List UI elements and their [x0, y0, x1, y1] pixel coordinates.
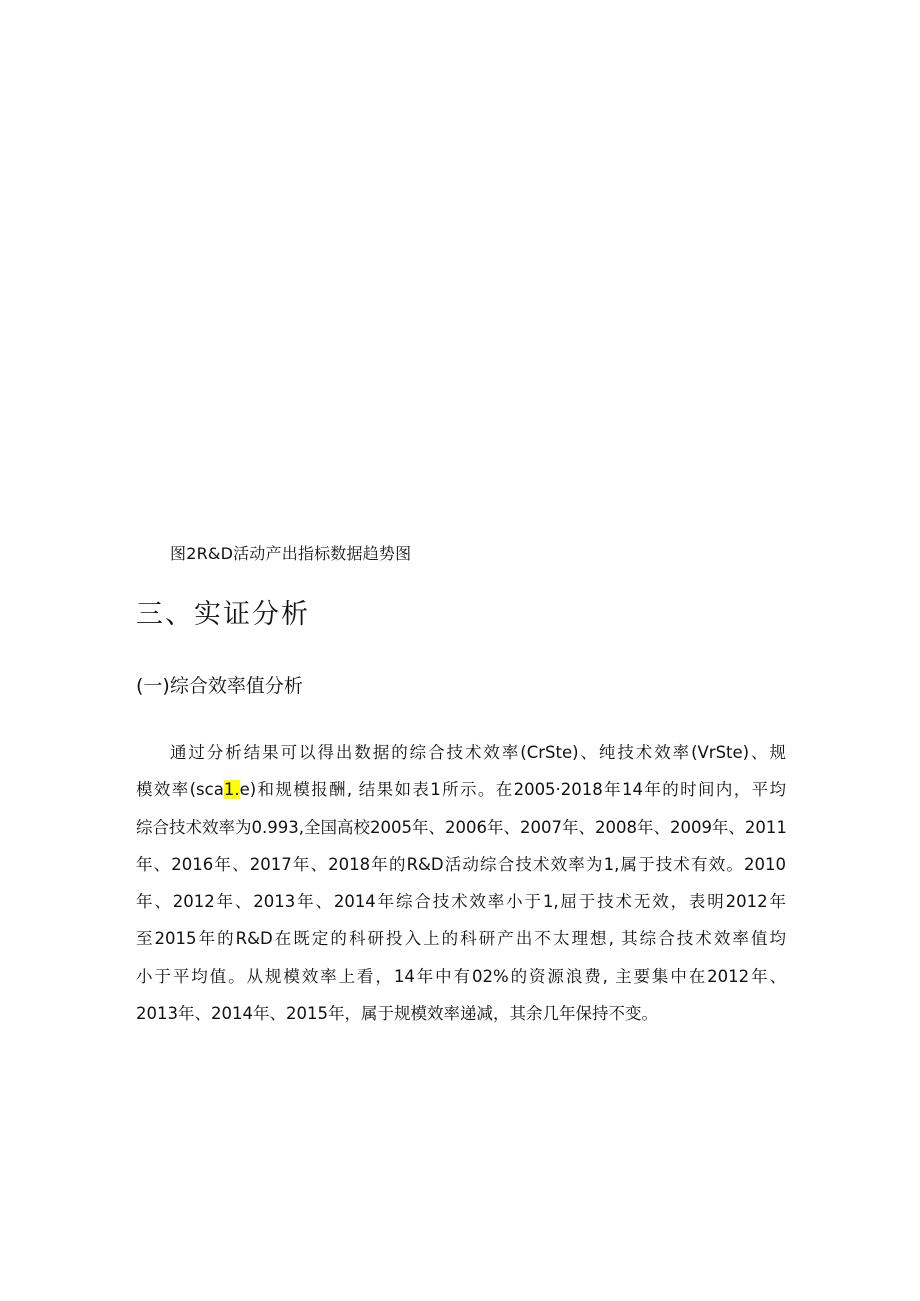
text-segment: e)和规模报酬, 结果如表1所示。在2005·2018年14年的时间内，平均: [239, 780, 786, 800]
body-paragraph: [136, 734, 786, 1032]
paragraph-line: 年、2012年、2013年、2014年综合技术效率小于1,屈于技术无效，表明2012年: [136, 892, 786, 912]
paragraph-line: 2013年、2014年、2015年，属于规模效率递减，其余几年保持不变。: [136, 1004, 658, 1024]
paragraph-line: 年、2016年、2017年、2018年的R&D活动综合技术效率为1,属于技术有效。2010: [136, 854, 786, 874]
paragraph-line: 综合技术效率为0.993,全国高校2005年、2006年、2007年、2008年、2009年、2011: [136, 817, 787, 837]
paragraph-line: [136, 771, 786, 808]
paragraph-line: 小于平均值。从规模效率上看，14年中有02%的资源浪费, 主要集中在2012年、: [136, 966, 786, 986]
subsection-title: (一)综合效率值分析: [136, 675, 303, 697]
highlighted-text: 1.: [223, 780, 240, 800]
paragraph-line: 至2015年的R&D在既定的科研投入上的科研产出不太理想, 其综合技术效率值均: [136, 929, 786, 949]
paragraph-line: 通过分析结果可以得出数据的综合技术效率(CrSte)、纯技术效率(VrSte)、规: [170, 743, 786, 762]
text-segment: 模效率(sca: [136, 780, 224, 800]
figure-caption: 图2R&D活动产出指标数据趋势图: [170, 544, 412, 563]
figure-placeholder: [136, 60, 786, 520]
section-title: 三、实证分析: [136, 599, 310, 630]
